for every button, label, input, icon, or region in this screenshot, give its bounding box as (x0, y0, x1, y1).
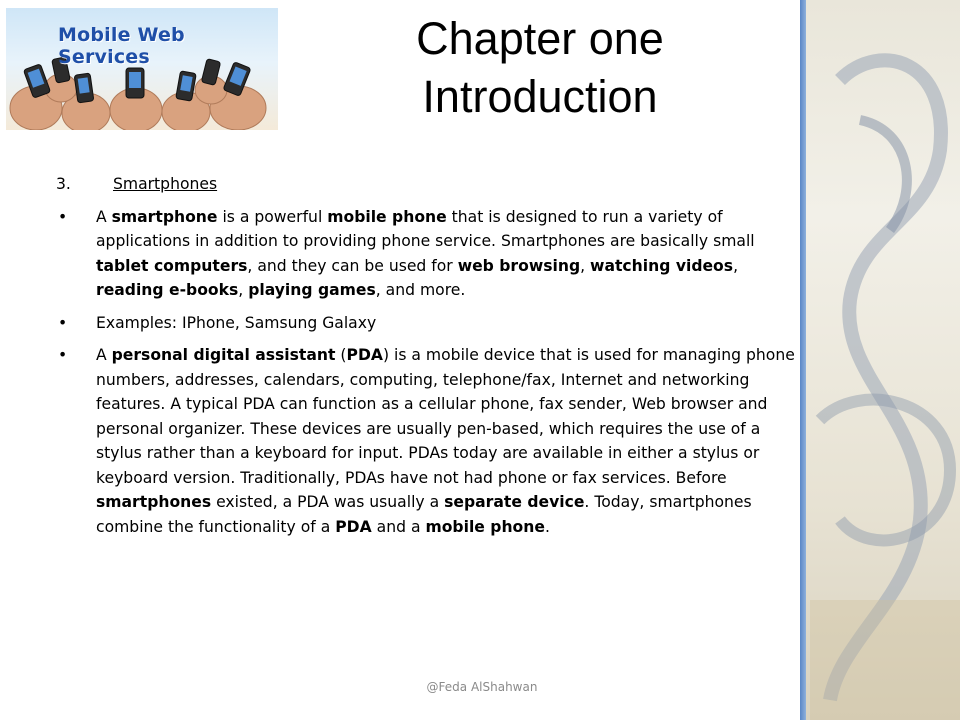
bold-term: watching videos (590, 256, 734, 275)
title-line-2: Introduction (422, 71, 658, 122)
text-run: is a powerful (217, 207, 328, 226)
bullet-text (96, 343, 800, 539)
text-run: , (238, 281, 249, 299)
text-run: , and they can be used for (247, 256, 458, 275)
text-run: . (544, 517, 550, 536)
bullet-text (96, 205, 800, 303)
bold-term: separate device (444, 493, 585, 511)
bold-term: reading e-books (96, 281, 239, 299)
section-heading (56, 172, 800, 197)
text-run: , and more. (375, 281, 466, 299)
decorative-swirl-graphic (800, 0, 960, 720)
bold-term: smartphone (111, 207, 218, 226)
text-run: existed, a PDA was usually a (211, 493, 445, 511)
text-run: Examples: IPhone, Samsung Galaxy (96, 313, 377, 332)
title-line-1: Chapter one (416, 13, 664, 64)
bullet-icon: • (58, 313, 68, 332)
slide-content (56, 172, 800, 547)
slide-title (300, 10, 780, 126)
bold-term: PDA (335, 517, 372, 536)
section-number: 3. (56, 175, 71, 193)
bold-term: personal digital assistant (111, 346, 336, 364)
text-run: ( (335, 346, 347, 364)
text-run: ) is a mobile device that is used for managing phone numbers, addresses, calendars, computing, telephone/fax, Internet and networking features. A typical PDA can function as a cellular phone, fax sender, Web browser and personal organizer. These devices are usually pen-based, which requires the use of a stylus rather than a keyboard for input. PDAs today are available in either a stylus or keyboard version. Traditionally, PDAs have not had phone or fax services. Before (96, 346, 795, 487)
text-run: and a (371, 517, 426, 536)
bold-term: web browsing (457, 256, 581, 275)
bold-term: mobile phone (327, 207, 447, 226)
text-run: , (733, 256, 739, 275)
section-title: Smartphones (113, 175, 218, 193)
bold-term: PDA (346, 346, 383, 364)
bullet-text (96, 311, 800, 336)
bold-term: mobile phone (425, 517, 545, 536)
text-run: A (96, 207, 112, 226)
bold-term: smartphones (96, 493, 212, 511)
footer-author: @Feda AlShahwan (426, 680, 538, 694)
bullet-item (56, 343, 800, 539)
bold-term: tablet computers (96, 256, 248, 275)
logo-text: Mobile Web Services (58, 24, 185, 68)
bullet-icon: • (58, 346, 68, 364)
decorative-side-panel (800, 0, 960, 720)
bullet-item (56, 205, 800, 303)
text-run: that is designed to run a variety of applications in addition to providing phone service. Smartphones are basically small (96, 207, 755, 250)
text-run: A (96, 346, 112, 364)
bullet-item (56, 311, 800, 336)
text-run: . Today, smartphones combine the functionality of a (96, 493, 752, 536)
bold-term: playing games (248, 281, 376, 299)
mobile-web-services-logo (6, 8, 278, 130)
bullet-icon: • (58, 207, 68, 226)
text-run: , (580, 256, 591, 275)
